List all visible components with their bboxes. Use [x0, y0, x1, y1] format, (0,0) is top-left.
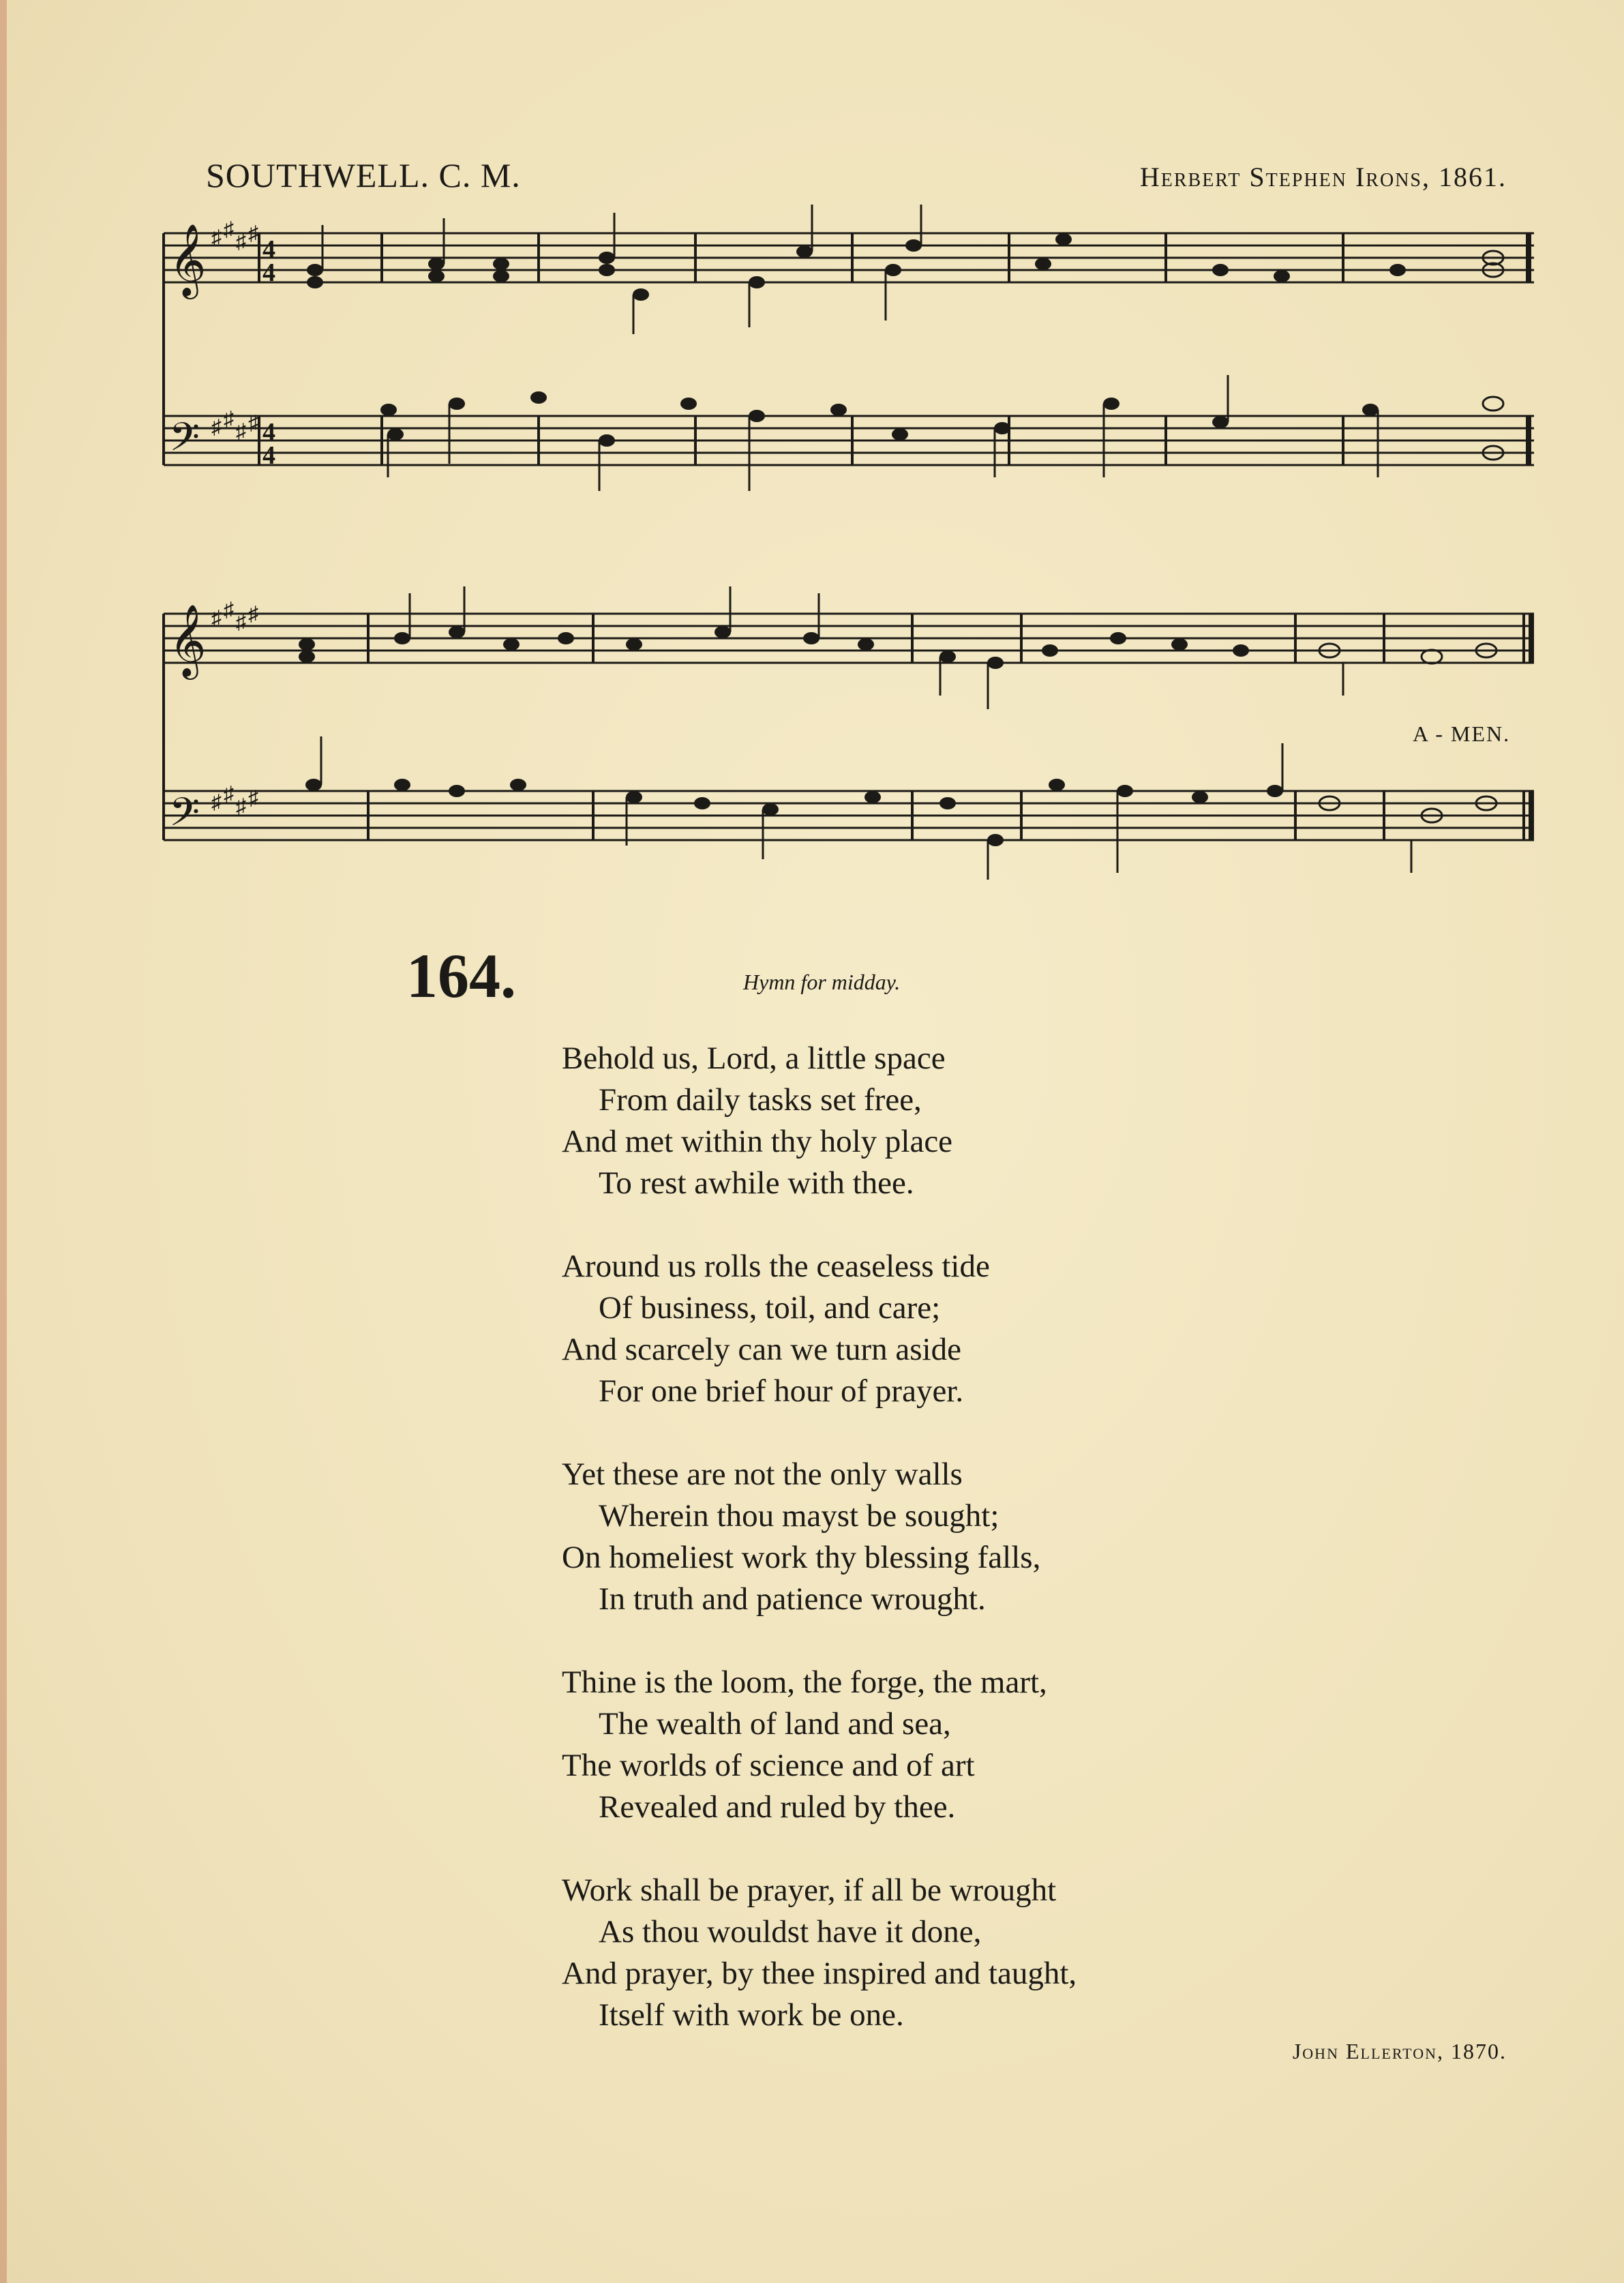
svg-text:♯: ♯ [248, 603, 258, 625]
hymn-number: 164. [406, 941, 516, 1011]
page-edge [0, 0, 7, 2283]
svg-text:4: 4 [262, 418, 275, 447]
author-credit: John Ellerton, 1870. [1292, 2039, 1507, 2063]
svg-text:♯: ♯ [211, 791, 222, 814]
svg-text:♯: ♯ [236, 230, 246, 253]
verse-line: Wherein thou mayst be sought; [599, 1498, 999, 1534]
svg-text:♯: ♯ [224, 218, 234, 241]
svg-text:♯: ♯ [211, 416, 222, 438]
tune-name: SOUTHWELL. C. M. [206, 156, 521, 194]
svg-text:♯: ♯ [224, 599, 234, 621]
amen-label: A - MEN. [1413, 721, 1511, 746]
composer-credit: Herbert Stephen Irons, 1861. [1139, 162, 1507, 192]
verse-line: Itself with work be one. [599, 1997, 904, 2033]
verse-line: Behold us, Lord, a little space [562, 1041, 946, 1076]
svg-text:♯: ♯ [236, 795, 246, 818]
verse-line: The worlds of science and of art [562, 1748, 975, 1783]
hymn-title: Hymn for midday. [743, 970, 901, 994]
verse-line: The wealth of land and sea, [599, 1706, 951, 1742]
svg-text:♯: ♯ [224, 783, 234, 805]
verse-line: And met within thy holy place [562, 1124, 953, 1159]
svg-text:♯: ♯ [224, 408, 234, 430]
svg-text:𝄞: 𝄞 [169, 606, 207, 675]
music-system-1 [157, 205, 1541, 518]
verse-line: On homeliest work thy blessing falls, [562, 1540, 1041, 1575]
svg-text:♯: ♯ [248, 787, 258, 809]
verse-line: From daily tasks set free, [599, 1082, 922, 1118]
verse-line: Revealed and ruled by thee. [599, 1789, 956, 1825]
svg-text:♯: ♯ [236, 611, 246, 633]
svg-text:4: 4 [262, 441, 275, 470]
svg-text:𝄢: 𝄢 [169, 792, 200, 844]
svg-text:♯: ♯ [211, 226, 222, 249]
stanza-1 [562, 1038, 1077, 1204]
verse-line: Thine is the loom, the forge, the mart, [562, 1665, 1047, 1700]
verse-line: Yet these are not the only walls [562, 1457, 963, 1492]
verse-line: And scarcely can we turn aside [562, 1332, 961, 1367]
stanza-3 [562, 1454, 1077, 1620]
svg-text:4: 4 [262, 258, 275, 287]
verse-line: Around us rolls the ceaseless tide [562, 1249, 990, 1284]
verse-line: To rest awhile with thee. [599, 1165, 914, 1201]
verse-line: For one brief hour of prayer. [599, 1373, 964, 1409]
svg-text:♯: ♯ [236, 420, 246, 443]
verse-line: Of business, toil, and care; [599, 1290, 941, 1326]
verse-line: As thou wouldst have it done, [599, 1914, 982, 1950]
stanza-2 [562, 1246, 1077, 1412]
svg-text:♯: ♯ [211, 607, 222, 629]
stanza-4 [562, 1662, 1077, 1828]
svg-text:♯: ♯ [248, 412, 258, 434]
verse-line: In truth and patience wrought. [599, 1581, 986, 1617]
stanza-5 [562, 1870, 1077, 2036]
svg-text:𝄞: 𝄞 [169, 225, 207, 295]
hymn-verses [562, 1038, 1077, 2078]
svg-text:𝄢: 𝄢 [169, 417, 200, 469]
svg-text:♯: ♯ [248, 222, 258, 245]
verse-line: Work shall be prayer, if all be wrought [562, 1872, 1057, 1908]
verse-line: And prayer, by thee inspired and taught, [562, 1956, 1077, 1991]
music-system-2 [157, 573, 1541, 893]
svg-text:4: 4 [262, 235, 275, 264]
